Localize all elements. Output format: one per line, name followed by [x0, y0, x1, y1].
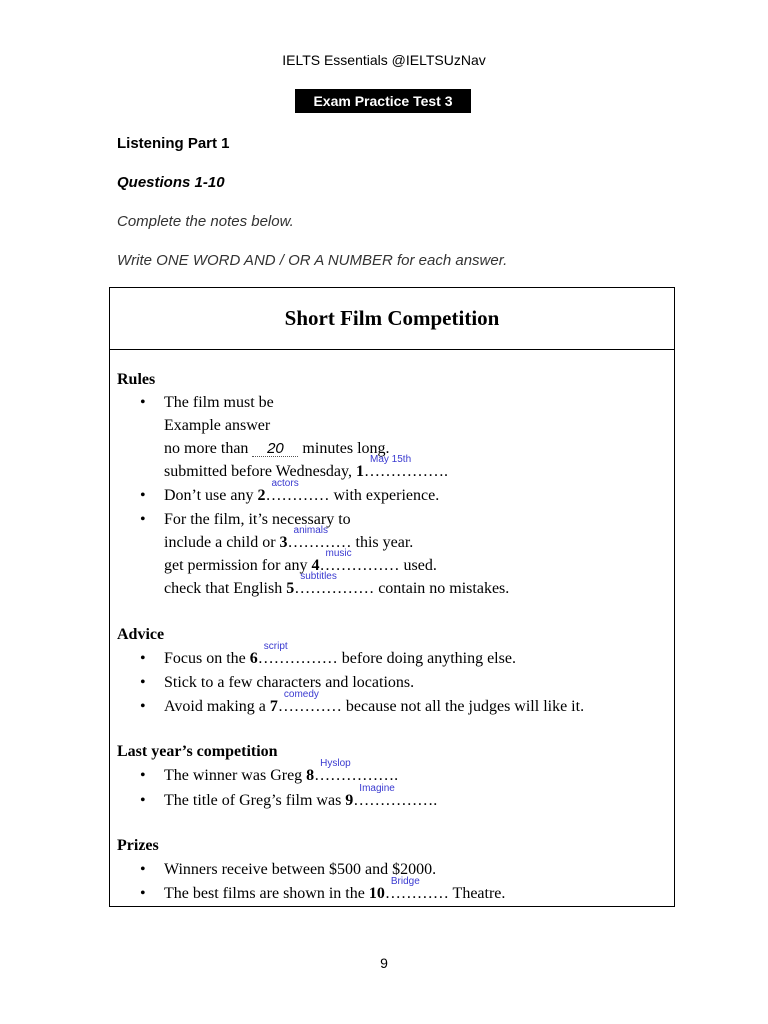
notes-title: Short Film Competition	[110, 288, 674, 350]
question-7: • Avoid making a 7………… comedy because not all the judges will like it.	[164, 698, 584, 716]
answer-8: Hyslop	[320, 758, 351, 769]
question-8: • The winner was Greg 8…………… Hyslop .	[164, 767, 398, 785]
list-item: • Winners receive between $500 and $2000.	[164, 861, 436, 879]
instruction-complete: Complete the notes below.	[117, 213, 294, 230]
page-header: IELTS Essentials @IELTSUzNav	[282, 52, 486, 68]
answer-9: Imagine	[359, 783, 395, 794]
question-6: • Focus on the 6…………… script before doing anything else.	[164, 650, 516, 668]
answer-4: music	[325, 548, 352, 559]
question-10: • The best films are shown in the 10………… Bridge Theatre.	[164, 885, 505, 903]
test-title-badge: Exam Practice Test 3	[295, 89, 471, 113]
instruction-word-limit: Write ONE WORD AND / OR A NUMBER for each answer.	[117, 252, 508, 269]
section-last-year: Last year’s competition	[117, 743, 278, 760]
example-label: Example answer	[164, 417, 271, 434]
answer-7: comedy	[283, 689, 319, 700]
section-advice: Advice	[117, 626, 165, 643]
notes-box	[109, 287, 675, 907]
list-item: • The film must be	[164, 394, 274, 412]
page-number: 9	[380, 955, 388, 971]
example-answer: 20	[252, 441, 298, 457]
answer-6: script	[263, 641, 288, 652]
list-item: • For the film, it’s necessary to	[164, 511, 351, 529]
question-4: get permission for any 4…………… music used.	[164, 548, 437, 574]
question-9: • The title of Greg’s film was 9…………… Imagine .	[164, 792, 437, 810]
question-1: submitted before Wednesday, 1…………… May 15th .	[164, 454, 448, 480]
example-line: no more than 20 minutes long.	[164, 440, 390, 457]
part-label: Listening Part 1	[117, 135, 230, 152]
question-2: • Don’t use any 2………… actors with experience.	[164, 487, 439, 505]
answer-1: May 15th	[370, 454, 412, 465]
question-5: check that English 5…………… subtitles contain no mistakes.	[164, 571, 510, 597]
section-rules: Rules	[117, 371, 156, 388]
question-3: include a child or 3………… animals this year.	[164, 525, 414, 551]
answer-3: animals	[293, 525, 328, 536]
questions-label: Questions 1-10	[117, 174, 225, 191]
answer-5: subtitles	[300, 571, 337, 582]
answer-10: Bridge	[390, 876, 420, 887]
list-item: • Stick to a few characters and locations.	[164, 674, 414, 692]
answer-2: actors	[271, 478, 299, 489]
section-prizes: Prizes	[117, 837, 159, 854]
